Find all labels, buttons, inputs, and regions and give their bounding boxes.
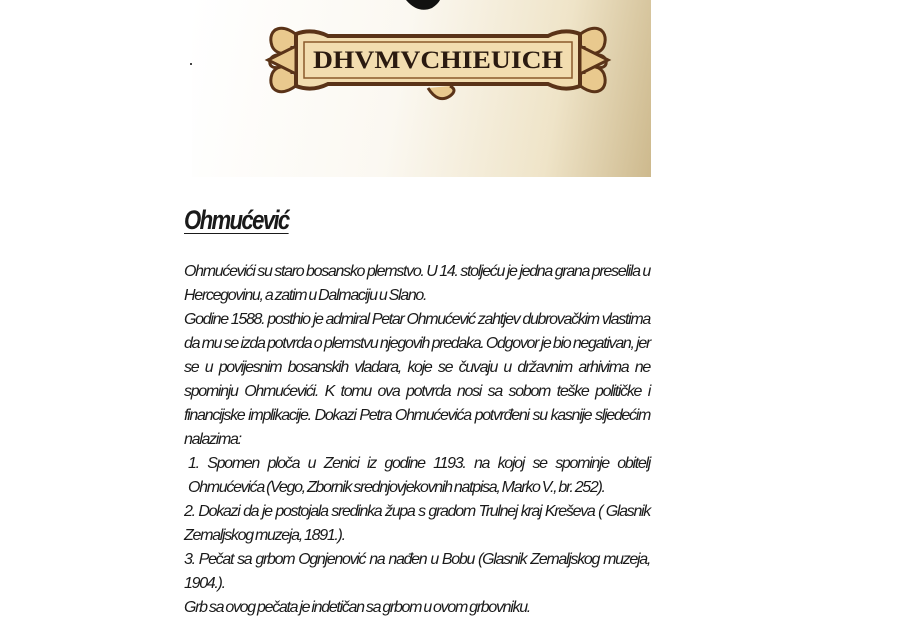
banner-text: DHVMVCHIEUICH <box>313 47 564 74</box>
document <box>184 200 650 620</box>
armorial-banner-image <box>192 0 651 177</box>
paragraph-conclusion: Grb sa ovog pečata je indetičan sa grbom u ovom grbovniku. <box>184 599 530 616</box>
paragraph-intro: Ohmućevići su staro bosansko plemstvo. U 14. stoljeću je jedna grana preselila u Hercegovinu, a zatim u Dalmaciju u Slano. <box>184 263 650 304</box>
evidence-item-3: 3. Pečat sa grbom Ognjenović na nađen u Bobu (Glasnik Zemaljskog muzeja, 1904.). <box>184 551 650 592</box>
top-ornament <box>406 0 440 10</box>
bottom-curl <box>428 86 454 99</box>
document-body <box>184 260 650 620</box>
page-title: Ohmućević <box>184 205 289 235</box>
banner-scroll-drawing <box>192 0 651 177</box>
evidence-item-2: 2. Dokazi da je postojala sredinka župa s gradom Trulnej kraj Kreševa ( Glasnik Zemaljskog muzeja, 1891.). <box>184 503 650 544</box>
evidence-item-1: 1. Spomen ploča u Zenici iz godine 1193. na kojoj se spominje obitelj Ohmućevića (Vego, Zbornik srednjovjekovnih natpisa, Marko V., br. 252). <box>188 455 650 496</box>
paragraph-history: Godine 1588. posthio je admiral Petar Ohmućević zahtjev dubrovačkim vlastima da mu se izda potvrda o plemstvu njegovih predaka. Odgovor je bio negativan, jer se u povijesnim bosanskih vladara, koje se čuvaju u državnim arhivima ne spominju Ohmućevići. K tomu ova potvrda nosi sa sobom teške političke i financijske implikacije. Dokazi Petra Ohmućevića potvrđeni su kasnije sljedećim nalazima: <box>184 311 650 448</box>
